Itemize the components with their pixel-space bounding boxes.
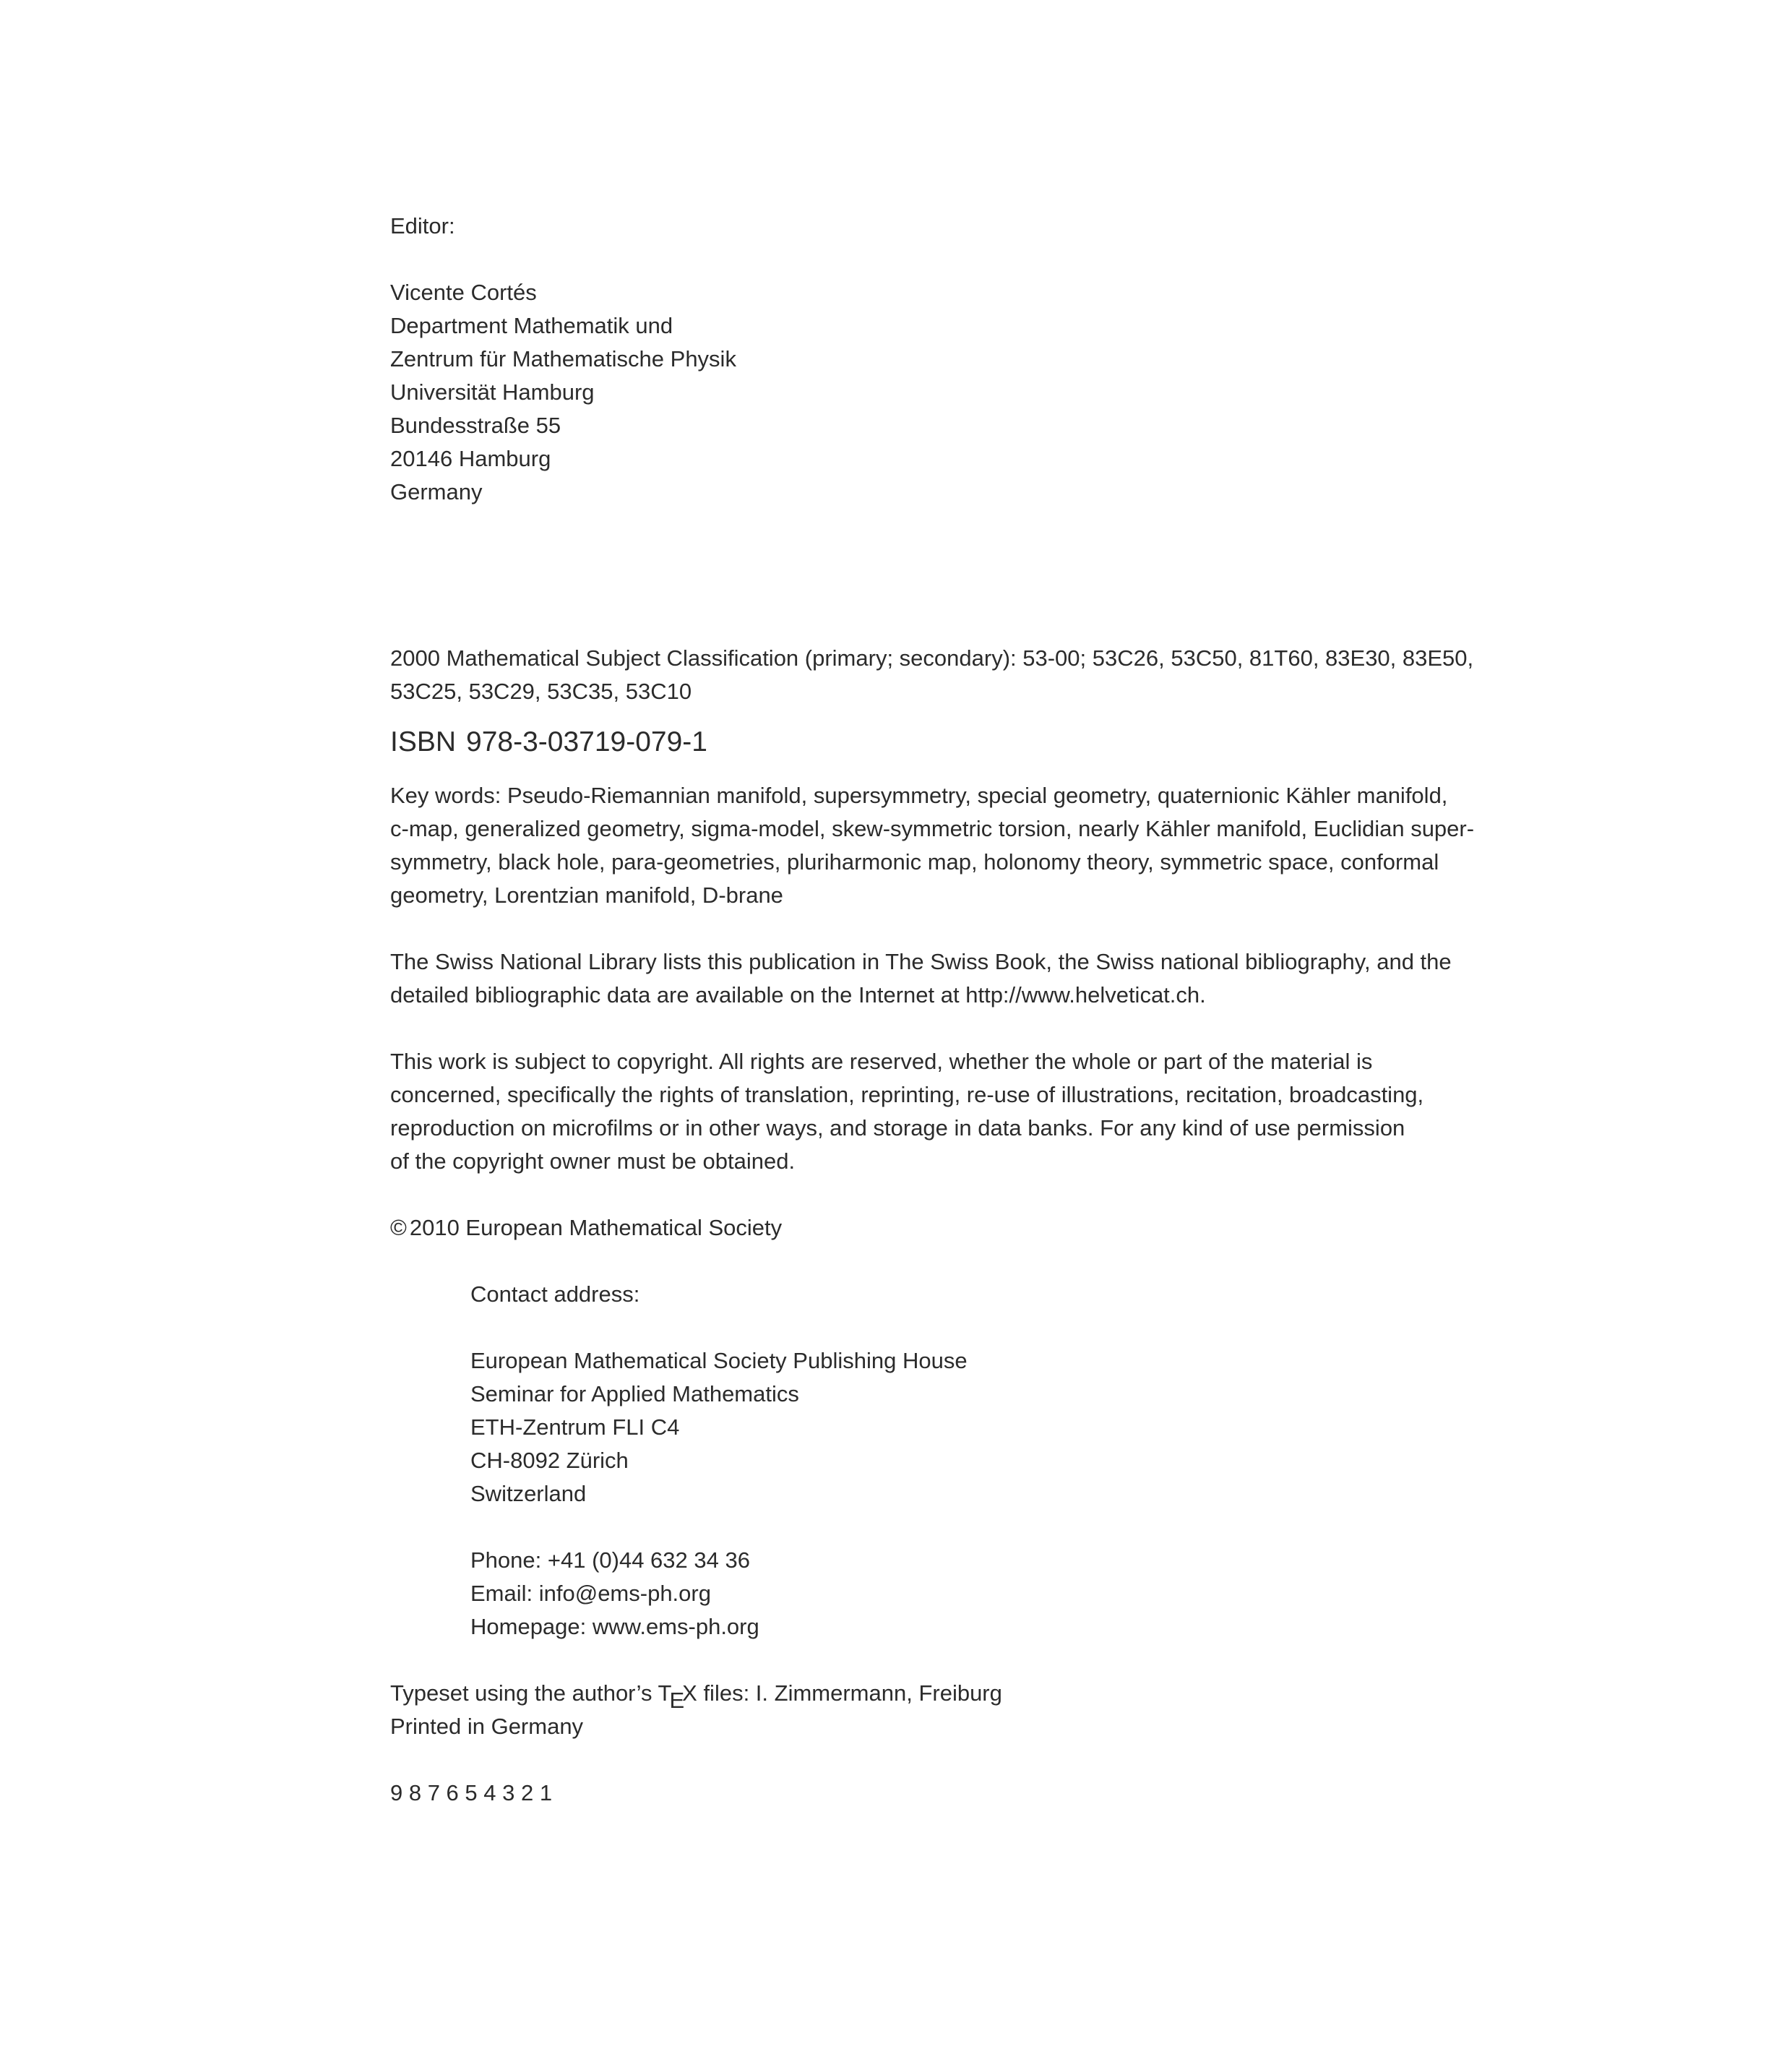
typeset-suffix: X files: I. Zimmermann, Freiburg <box>682 1680 1002 1706</box>
contact-phone: Phone: +41 (0)44 632 34 36 <box>470 1547 750 1573</box>
copyright-text: 2010 European Mathematical Society <box>409 1215 783 1240</box>
editor-label: Editor: <box>390 213 455 239</box>
contact-homepage: Homepage: www.ems-ph.org <box>470 1614 759 1639</box>
isbn-label: ISBN <box>390 726 457 757</box>
editor-address-line: Germany <box>390 479 483 504</box>
keywords-line: symmetry, black hole, para-geometries, pluriharmonic map, holonomy theory, symmetric space, conformal <box>390 849 1439 875</box>
swiss-library-notice <box>390 945 1474 1012</box>
editor-address-line: Bundesstraße 55 <box>390 413 561 438</box>
copyright-notice-line: reproduction on microfilms or in other ways, and storage in data banks. For any kind of use permission <box>390 1115 1405 1141</box>
isbn-value: 978-3-03719-079-1 <box>466 726 707 757</box>
typeset-prefix: Typeset using the author’s T <box>390 1680 672 1706</box>
copyright-symbol: © <box>390 1215 407 1240</box>
editor-address-line: Department Mathematik und <box>390 313 673 338</box>
tex-logo-e: E <box>669 1688 685 1713</box>
print-number-line: 9 8 7 6 5 4 3 2 1 <box>390 1780 553 1805</box>
swiss-library-line: The Swiss National Library lists this publication in The Swiss Book, the Swiss national bibliography, and the <box>390 949 1452 974</box>
classification-line: 53C25, 53C29, 53C35, 53C10 <box>390 679 692 704</box>
typeset-line <box>390 1677 1474 1713</box>
contact-address-line: CH-8092 Zürich <box>470 1448 629 1473</box>
contact-address-line: European Mathematical Society Publishing House <box>470 1348 968 1373</box>
isbn <box>390 726 1474 759</box>
classification-line: 2000 Mathematical Subject Classification (primary; secondary): 53-00; 53C26, 53C50, 81T60, 83E30, 83E50, <box>390 645 1474 671</box>
keywords-line: geometry, Lorentzian manifold, D-brane <box>390 882 783 908</box>
keywords <box>390 779 1474 912</box>
contact-label: Contact address: <box>470 1281 640 1307</box>
copyright-notice-line: of the copyright owner must be obtained. <box>390 1148 796 1174</box>
editor-address-line: Universität Hamburg <box>390 379 595 405</box>
typeset-section <box>390 1677 1474 1743</box>
editor-address-line: Vicente Cortés <box>390 280 537 305</box>
editor-address-line: 20146 Hamburg <box>390 446 551 471</box>
copyright-notice-line: This work is subject to copyright. All rights are reserved, whether the whole or part of the material is <box>390 1049 1373 1074</box>
copyright-line <box>390 1211 1474 1245</box>
swiss-library-line: detailed bibliographic data are available on the Internet at http://www.helveticat.ch. <box>390 982 1206 1008</box>
subject-classification <box>390 642 1474 708</box>
copyright-notice <box>390 1045 1474 1178</box>
contact-address-line: ETH-Zentrum FLI C4 <box>470 1414 680 1440</box>
keywords-line: c-map, generalized geometry, sigma-model, skew-symmetric torsion, nearly Kähler manifold, Euclidian super- <box>390 816 1475 841</box>
contact-section <box>390 1278 1474 1644</box>
printed-line: Printed in Germany <box>390 1714 584 1739</box>
contact-address-line: Switzerland <box>470 1481 587 1506</box>
imprint-page <box>390 210 1474 1810</box>
editor-section <box>390 210 1474 509</box>
editor-address-line: Zentrum für Mathematische Physik <box>390 346 736 371</box>
keywords-line: Key words: Pseudo-Riemannian manifold, supersymmetry, special geometry, quaternionic Kähler manifold, <box>390 783 1448 808</box>
copyright-notice-line: concerned, specifically the rights of translation, reprinting, re-use of illustrations, recitation, broadcasting, <box>390 1082 1424 1107</box>
contact-address-line: Seminar for Applied Mathematics <box>470 1381 799 1406</box>
contact-email: Email: info@ems-ph.org <box>470 1581 711 1606</box>
